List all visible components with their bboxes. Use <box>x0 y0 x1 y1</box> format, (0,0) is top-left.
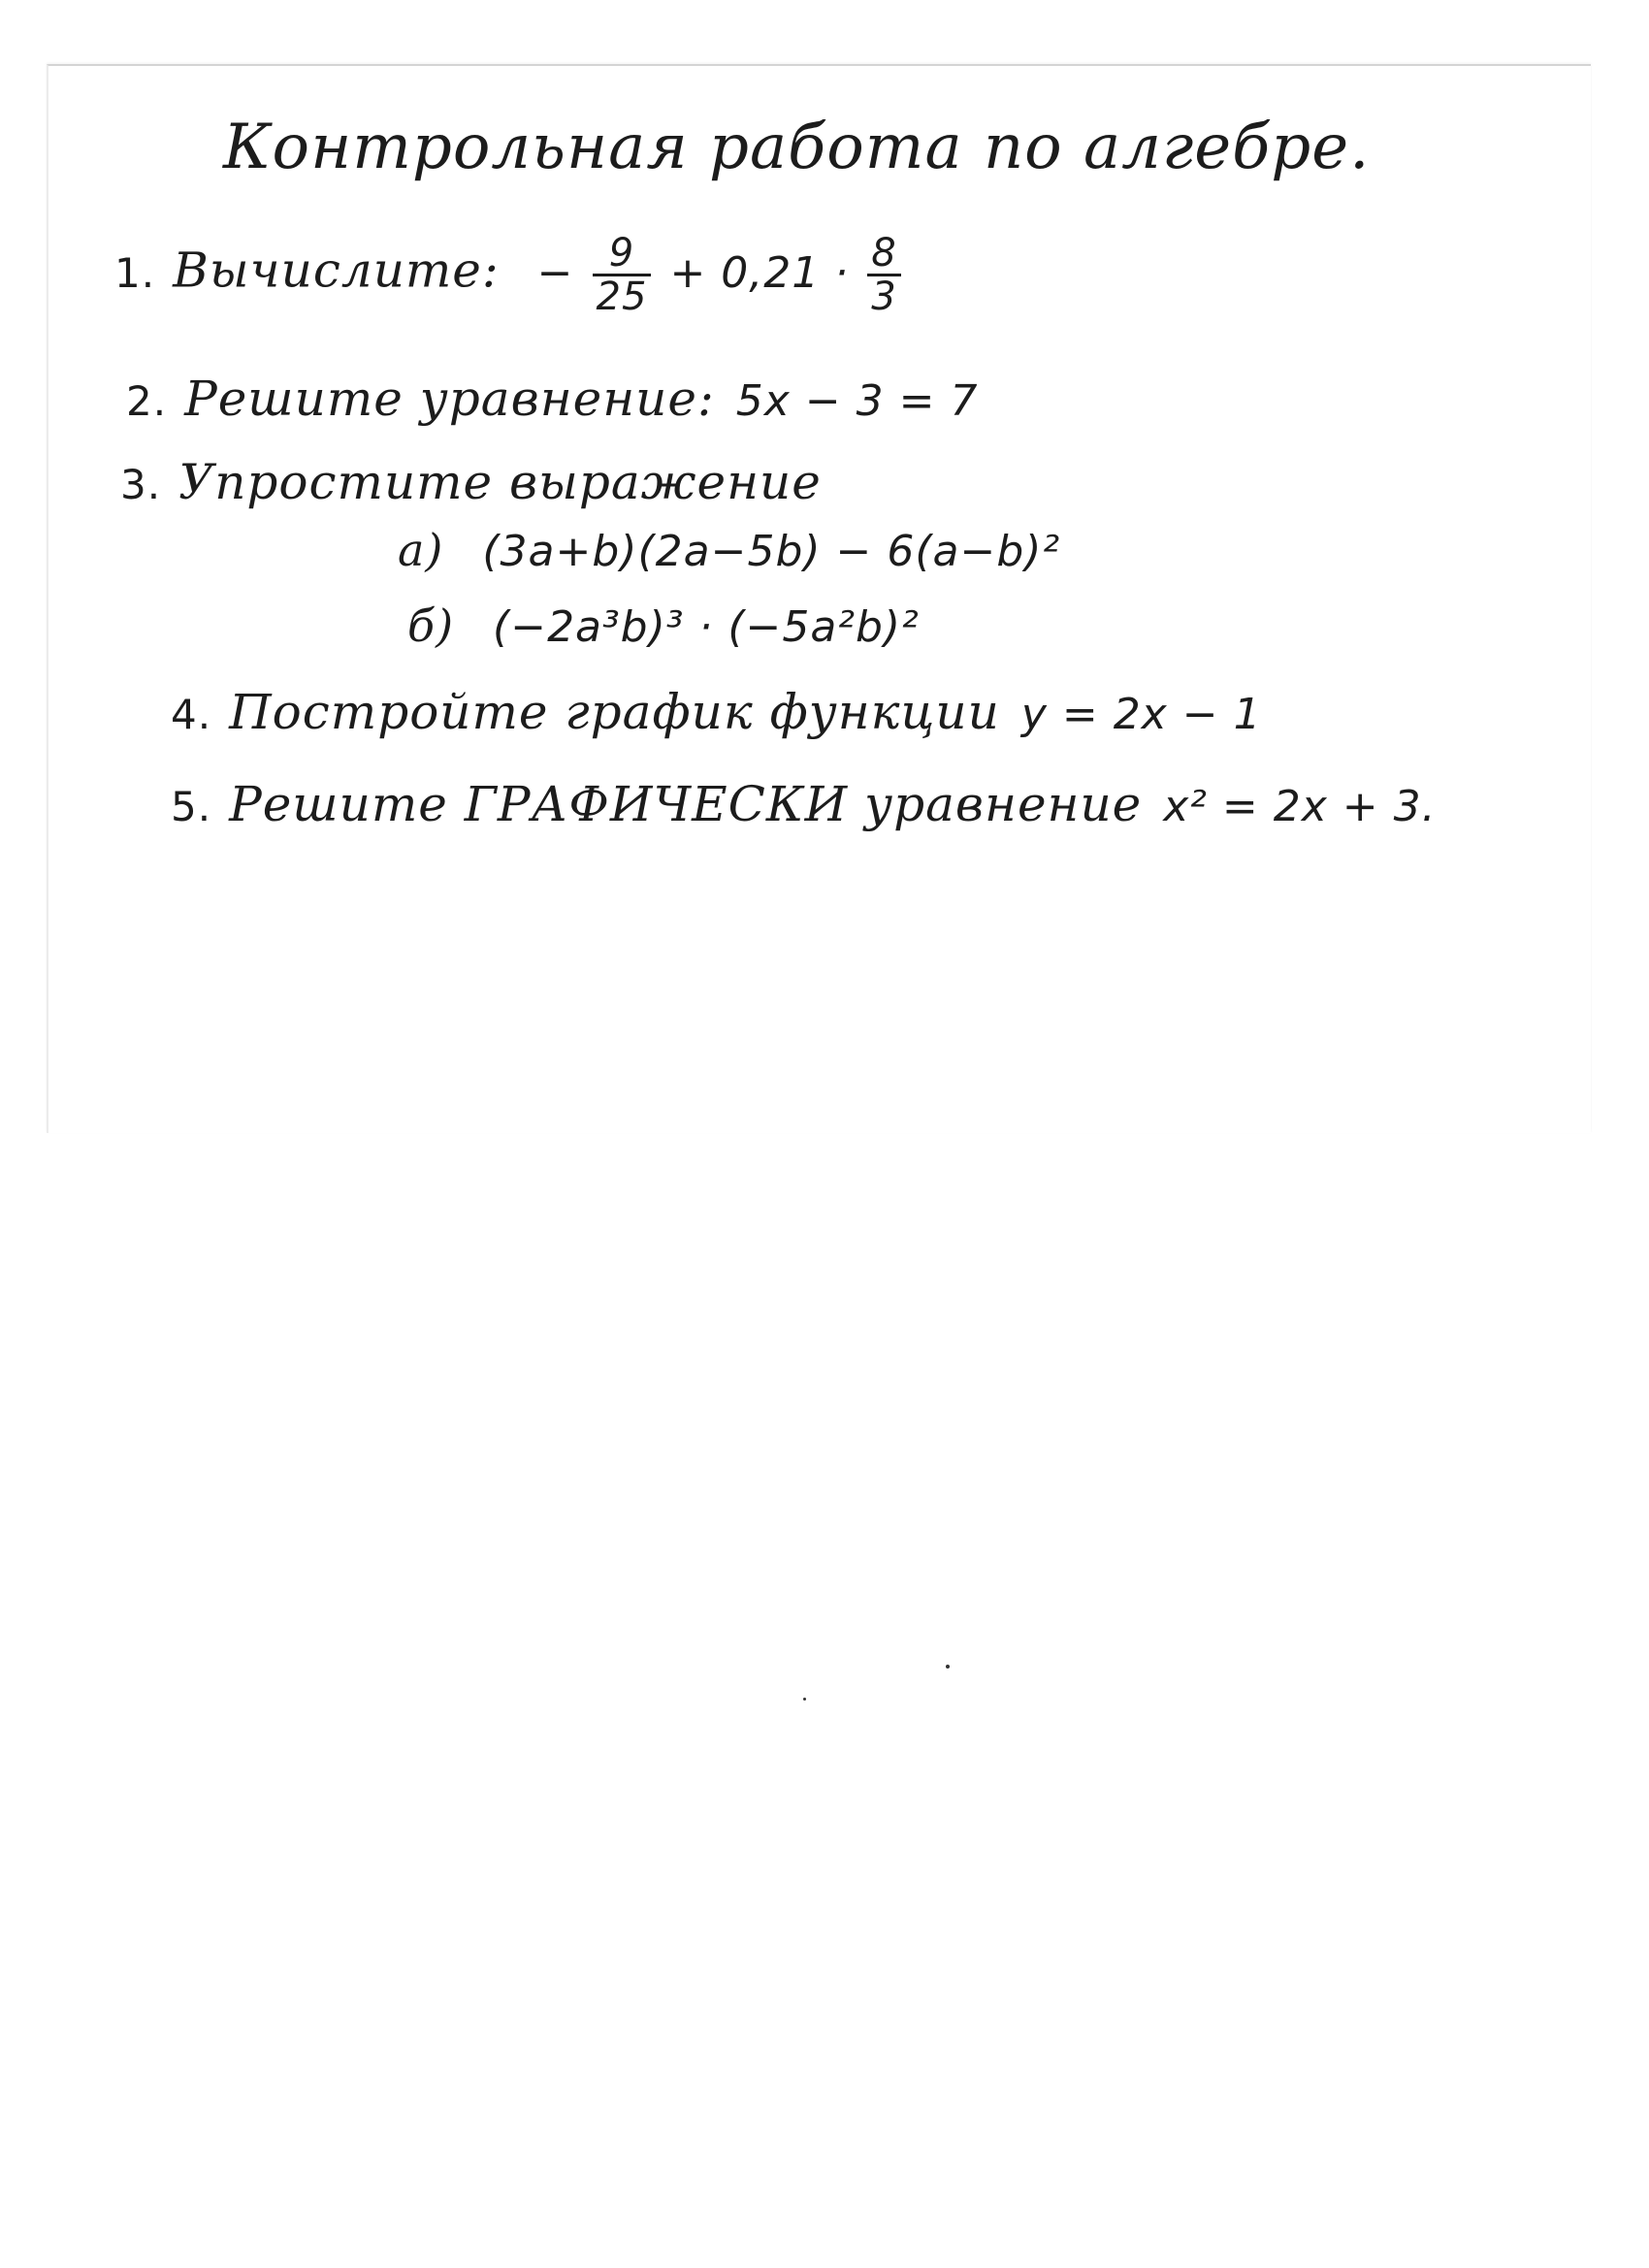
task-text: Вычислите: <box>173 242 500 299</box>
fraction-numerator: 9 <box>593 233 652 276</box>
task-4 <box>171 684 1262 740</box>
task-text: Упростите выражение <box>178 454 822 510</box>
fraction-denominator: 25 <box>596 275 648 319</box>
task-3 <box>120 454 822 510</box>
task-2 <box>126 371 979 427</box>
task-number: 3. <box>120 461 162 508</box>
task-5 <box>171 776 1437 832</box>
task-text: Постройте график функции <box>229 684 1000 740</box>
page-title: Контрольная работа по алгебре. <box>223 112 1371 183</box>
task-number: 2. <box>126 377 168 425</box>
task-text: Решите ГРАФИЧЕСКИ уравнение <box>229 776 1143 832</box>
task-3-part-a <box>398 524 1060 576</box>
part-expression: (−2a³b)³ · (−5a²b)² <box>493 602 920 652</box>
part-label: а) <box>398 524 444 576</box>
task-text: Решите уравнение: <box>184 371 715 427</box>
fraction-numerator: 8 <box>867 233 900 276</box>
task-1 <box>114 233 905 317</box>
minus-sign: − <box>536 247 574 298</box>
scan-speck <box>946 1665 950 1669</box>
fraction-denominator: 3 <box>871 275 897 319</box>
task-3-part-b <box>407 599 920 652</box>
part-expression: (3a+b)(2a−5b) − 6(a−b)² <box>482 527 1061 576</box>
fraction-8-3 <box>867 233 900 317</box>
task-expression: x² = 2x + 3. <box>1163 782 1437 831</box>
task-expression: 5x − 3 = 7 <box>735 376 979 426</box>
task-expression <box>536 231 905 319</box>
task-number: 4. <box>171 691 212 738</box>
expression-middle: + 0,21 · <box>669 247 850 298</box>
task-expression: y = 2x − 1 <box>1020 690 1262 739</box>
task-number: 1. <box>114 248 156 297</box>
part-label: б) <box>407 599 455 652</box>
paper-sheet <box>47 64 1591 1133</box>
scan-speck <box>803 1698 806 1701</box>
task-number: 5. <box>171 783 212 830</box>
fraction-9-25 <box>593 233 652 317</box>
